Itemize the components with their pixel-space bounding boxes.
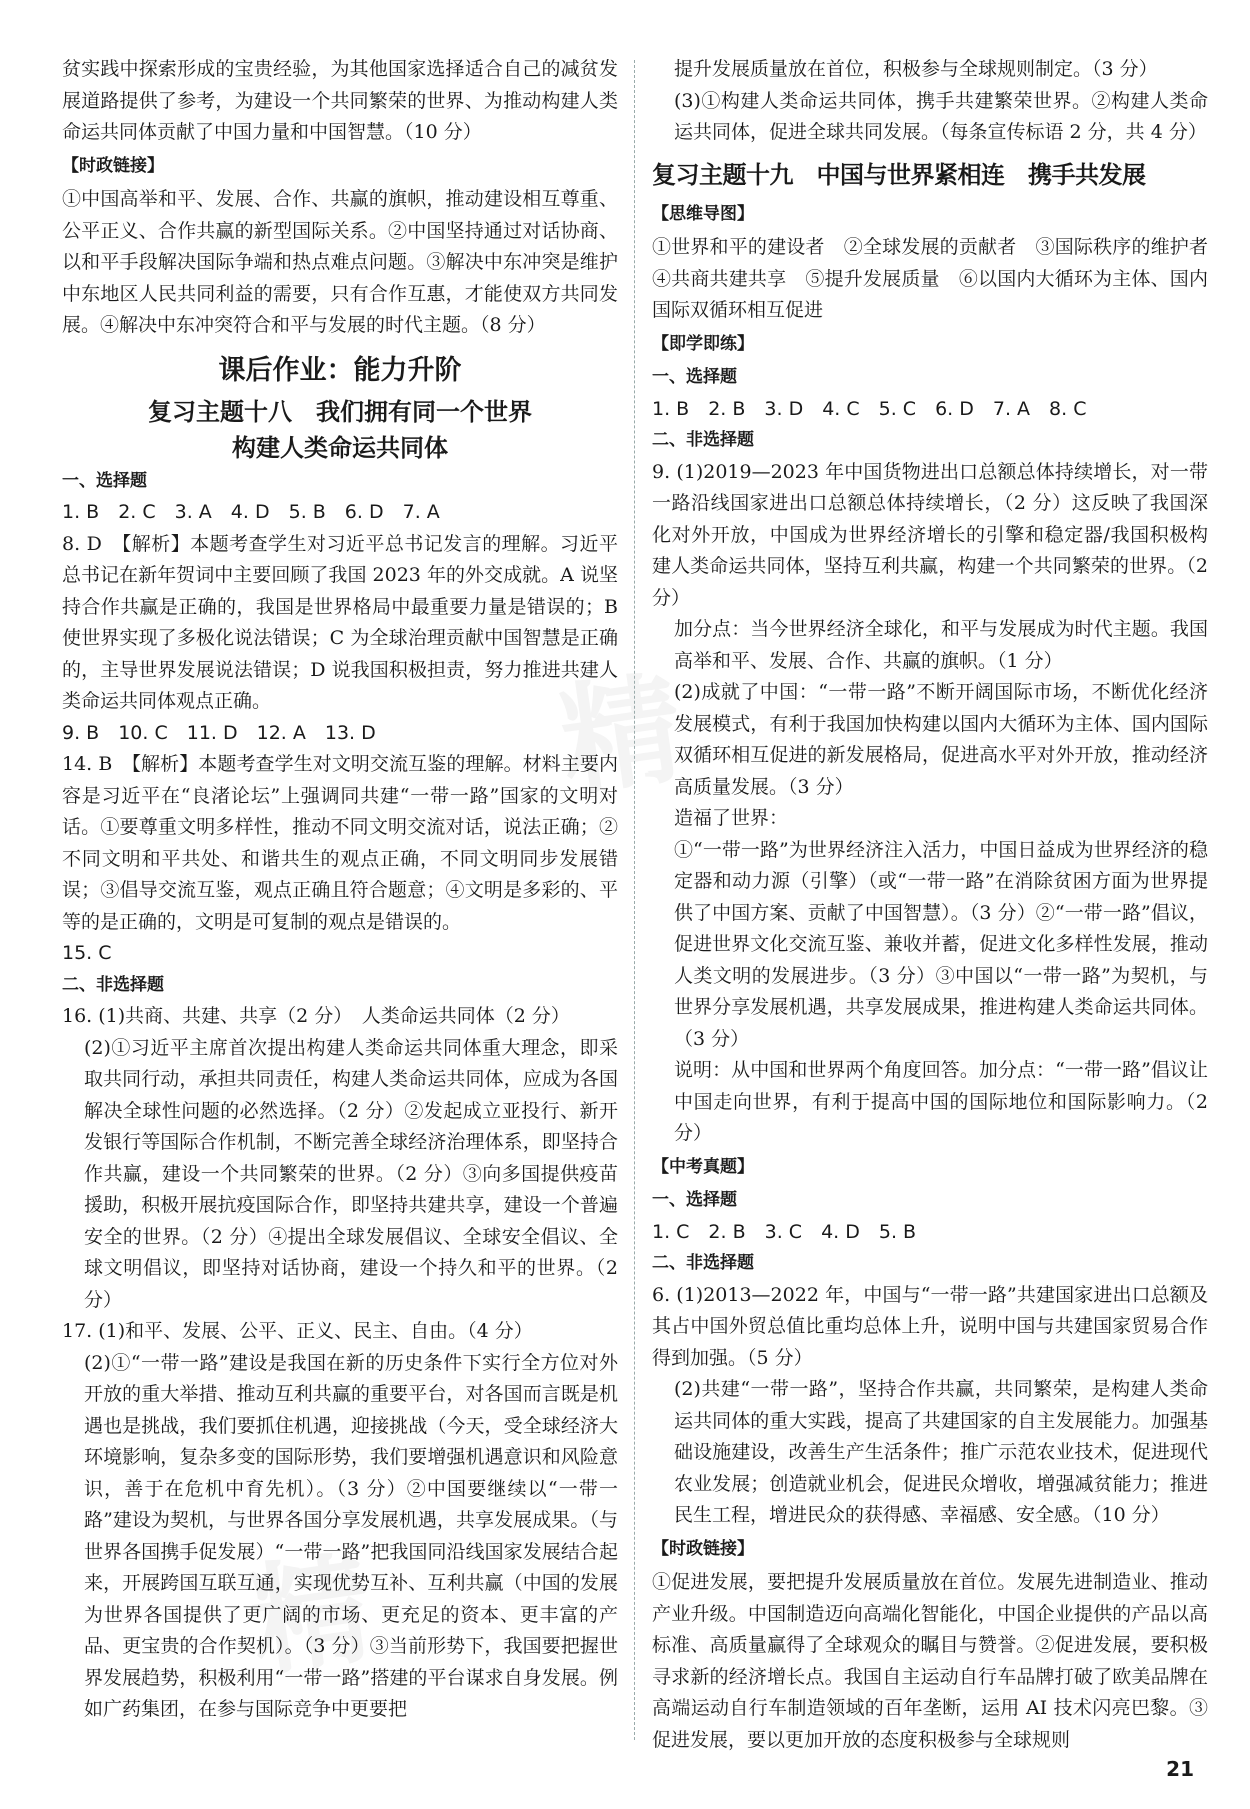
mindmap-tag: 【思维导图】 <box>652 203 754 224</box>
right-column <box>652 54 1228 1756</box>
main-heading: 课后作业：能力升阶 <box>218 354 462 386</box>
answers-right-1-8: 1. B 2. B 3. D 4. C 5. C 6. D 7. A 8. C <box>652 397 1087 420</box>
question-8: 8. D 【解析】本题考查学生对习近平总书记发言的理解。习近平总书记在新年贺词中主要回顾了我国 2023 年的外交成就。A 说坚持合作共赢是正确的，我国是世界格局中最重要力量是错误的；B 使世界实现了多极化说法错误；C 为全球治理贡献中国智慧是正确的，主导世界发展说法错误；D 说我国积极担责，努力推进共建人类命运共同体观点正确。 <box>62 532 618 712</box>
question-17-part2: (2)①“一带一路”建设是我国在新的历史条件下实行全方位对外开放的重大举措、推动互利共赢的重要平台，对各国而言既是机遇也是挑战，我们要抓住机遇，迎接挑战（今天，受全球经济大环境影响，复杂多变的国际形势，我们要增强机遇意识和风险意识，善于在危机中育先机）。（3 分）②中国要继续以“一带一路”建设为契机，与世界各国分享发展机遇，共享发展成果。（与世界各国携手促发展）“一带一路”把我国同沿线国家发展结合起来，开展跨国互联互通，实现优势互补、互利共赢（中国的发展为世界各国提供了更广阔的市场、更充足的资本、更丰富的产品、更宝贵的合作契机）。（3 分）③当前形势下，我国要把握世界发展趋势，积极利用“一带一路”搭建的平台谋求自身发展。例如广药集团，在参与国际竞争中更要把 <box>84 1351 618 1720</box>
question-6-part2: (2)共建“一带一路”，坚持合作共赢，共同繁荣，是构建人类命运共同体的重大实践，提高了共建国家的自主发展能力。加强基础设施建设，改善生产生活条件；推广示范农业技术，促进现代农业发展；创造就业机会，促进民众增收，增强减贫能力；推进民生工程，增进民众的获得感、幸福感、安全感。（10 分） <box>674 1378 1208 1526</box>
shizheng-text: ①中国高举和平、发展、合作、共赢的旗帜，推动建设相互尊重、公平正义、合作共赢的新型国际关系。②中国坚持通过对话协商、以和平手段解决国际争端和热点难点问题。③解决中东冲突是维护中东地区人民共同利益的需要，只有合作互惠，才能使双方共同发展。④解决中东冲突符合和平与发展的时代主题。（8 分） <box>62 188 618 336</box>
question-9-part3: 造福了世界： <box>674 807 789 829</box>
jixue-tag: 【即学即练】 <box>652 333 754 354</box>
column-divider <box>634 60 635 1740</box>
section-choice-right: 一、选择题 <box>652 367 737 387</box>
question-9-note: 说明：从中国和世界两个角度回答。加分点：“一带一路”倡议让中国走向世界，有利于提高中国的国际地位和国际影响力。（2 分） <box>674 1059 1208 1144</box>
section-non-choice-zhongkao: 二、非选择题 <box>652 1253 754 1273</box>
right-intro-2: (3)①构建人类命运共同体，携手共建繁荣世界。②构建人类命运共同体，促进全球共同发展。（每条宣传标语 2 分，共 4 分） <box>674 89 1208 143</box>
section-non-choice: 二、非选择题 <box>62 974 164 995</box>
question-9-part4: ①“一带一路”为世界经济注入活力，中国日益成为世界经济的稳定器和动力源（引擎）（或“一带一路”在消除贫困方面为世界提供了中国方案、贡献了中国智慧）。（3 分）②“一带一路”倡议，促进世界文化交流互鉴、兼收并蓄，促进文化多样性发展，推动人类文明的发展进步。（3 分）③中国以“一带一路”为契机，与世界分享发展机遇，共享发展成果，推进构建人类命运共同体。（3 分） <box>674 838 1208 1050</box>
question-9-part2: (2)成就了中国：“一带一路”不断开阔国际市场，不断优化经济发展模式，有利于我国加快构建以国内大循环为主体、国内国际双循环相互促进的新发展格局，促进高水平对外开放，推动经济高质量发展。（3 分） <box>674 681 1208 798</box>
question-16-part2: (2)①习近平主席首次提出构建人类命运共同体重大理念，即采取共同行动，承担共同责任，构建人类命运共同体，应成为各国解决全球性问题的必然选择。（2 分）②发起成立亚投行、新开发银行等国际合作机制，不断完善全球经济治理体系，即坚持合作共赢，建设一个共同繁荣的世界。（2 分）③向多国提供疫苗援助，积极开展抗疫国际合作，即坚持共建共享，建设一个普遍安全的世界。（2 分）④提出全球发展倡议、全球安全倡议、全球文明倡议，即坚持对话协商，建设一个持久和平的世界。（2 分） <box>84 1036 618 1311</box>
page-number: 21 <box>1166 1757 1194 1781</box>
question-17-part1: 17. (1)和平、发展、公平、正义、民主、自由。（4 分） <box>62 1320 533 1342</box>
shizheng-tag: 【时政链接】 <box>62 155 164 176</box>
watermark-top: 精 <box>552 659 691 814</box>
topic18-heading-line2: 构建人类命运共同体 <box>232 433 448 462</box>
section-non-choice-right: 二、非选择题 <box>652 430 754 450</box>
question-6-part1: 6. (1)2013—2022 年，中国与“一带一路”共建国家进出口总额及其占中国外贸总值比重均总体上升，说明中国与共建国家贸易合作得到加强。（5 分） <box>652 1283 1208 1369</box>
right-intro-1: 提升发展质量放在首位，积极参与全球规则制定。（3 分） <box>674 58 1158 80</box>
question-16-part1: 16. (1)共商、共建、共享（2 分） 人类命运共同体（2 分） <box>62 1005 570 1027</box>
topic18-heading-line1: 复习主题十八 我们拥有同一个世界 <box>148 397 532 426</box>
shizheng-tag-right: 【时政链接】 <box>652 1538 754 1559</box>
section-choice: 一、选择题 <box>62 470 147 491</box>
section-choice-zhongkao: 一、选择题 <box>652 1190 737 1210</box>
question-9-part1: 9. (1)2019—2023 年中国货物进出口总额总体持续增长，对一带一路沿线国家进出口总额总体持续增长，（2 分）这反映了我国深化对外开放，中国成为世界经济增长的引擎和稳定器/我国积极构建人类命运共同体，坚持互利共赢，构建一个共同繁荣的世界。（2 分） <box>652 460 1208 609</box>
zhongkao-tag: 【中考真题】 <box>652 1156 754 1177</box>
mindmap-text: ①世界和平的建设者 ②全球发展的贡献者 ③国际秩序的维护者 ④共商共建共享 ⑤提升发展质量 ⑥以国内大循环为主体、国内国际双循环相互促进 <box>652 236 1228 321</box>
left-column <box>62 54 618 1726</box>
answers-9-13: 9. B 10. C 11. D 12. A 13. D <box>62 721 376 744</box>
question-9-bonus: 加分点：当今世界经济全球化，和平与发展成为时代主题。我国高举和平、发展、合作、共赢的旗帜。（1 分） <box>674 618 1208 672</box>
answers-1-7: 1. B 2. C 3. A 4. D 5. B 6. D 7. A <box>62 501 440 523</box>
answers-zhongkao-1-5: 1. C 2. B 3. C 4. D 5. B <box>652 1220 917 1243</box>
intro-paragraph: 贫实践中探索形成的宝贵经验，为其他国家选择适合自己的减贫发展道路提供了参考，为建设一个共同繁荣的世界、为推动构建人类命运共同体贡献了中国力量和中国智慧。（10 分） <box>62 58 618 143</box>
answer-15: 15. C <box>62 942 112 964</box>
topic19-heading: 复习主题十九 中国与世界紧相连 携手共发展 <box>652 160 1146 189</box>
shizheng-text-right: ①促进发展，要把提升发展质量放在首位。发展先进制造业、推动产业升级。中国制造迈向高端化智能化，中国企业提供的产品以高标准、高质量赢得了全球观众的瞩目与赞誉。②促进发展，要积极寻求新的经济增长点。我国自主运动自行车品牌打破了欧美品牌在高端运动自行车制造领域的百年垄断，运用 AI 技术闪亮巴黎。③促进发展，要以更加开放的态度积极参与全球规则 <box>652 1571 1208 1751</box>
watermark-bottom: 精 <box>242 1539 381 1694</box>
question-14: 14. B 【解析】本题考查学生对文明交流互鉴的理解。材料主要内容是习近平在“良渚论坛”上强调同共建“一带一路”国家的文明对话。①要尊重文明多样性，推动不同文明交流对话，说法正确；②不同文明和平共处、和谐共生的观点正确，不同文明同步发展错误；③倡导交流互鉴，观点正确且符合题意；④文明是多彩的、平等的是正确的，文明是可复制的观点是错误的。 <box>62 753 618 933</box>
